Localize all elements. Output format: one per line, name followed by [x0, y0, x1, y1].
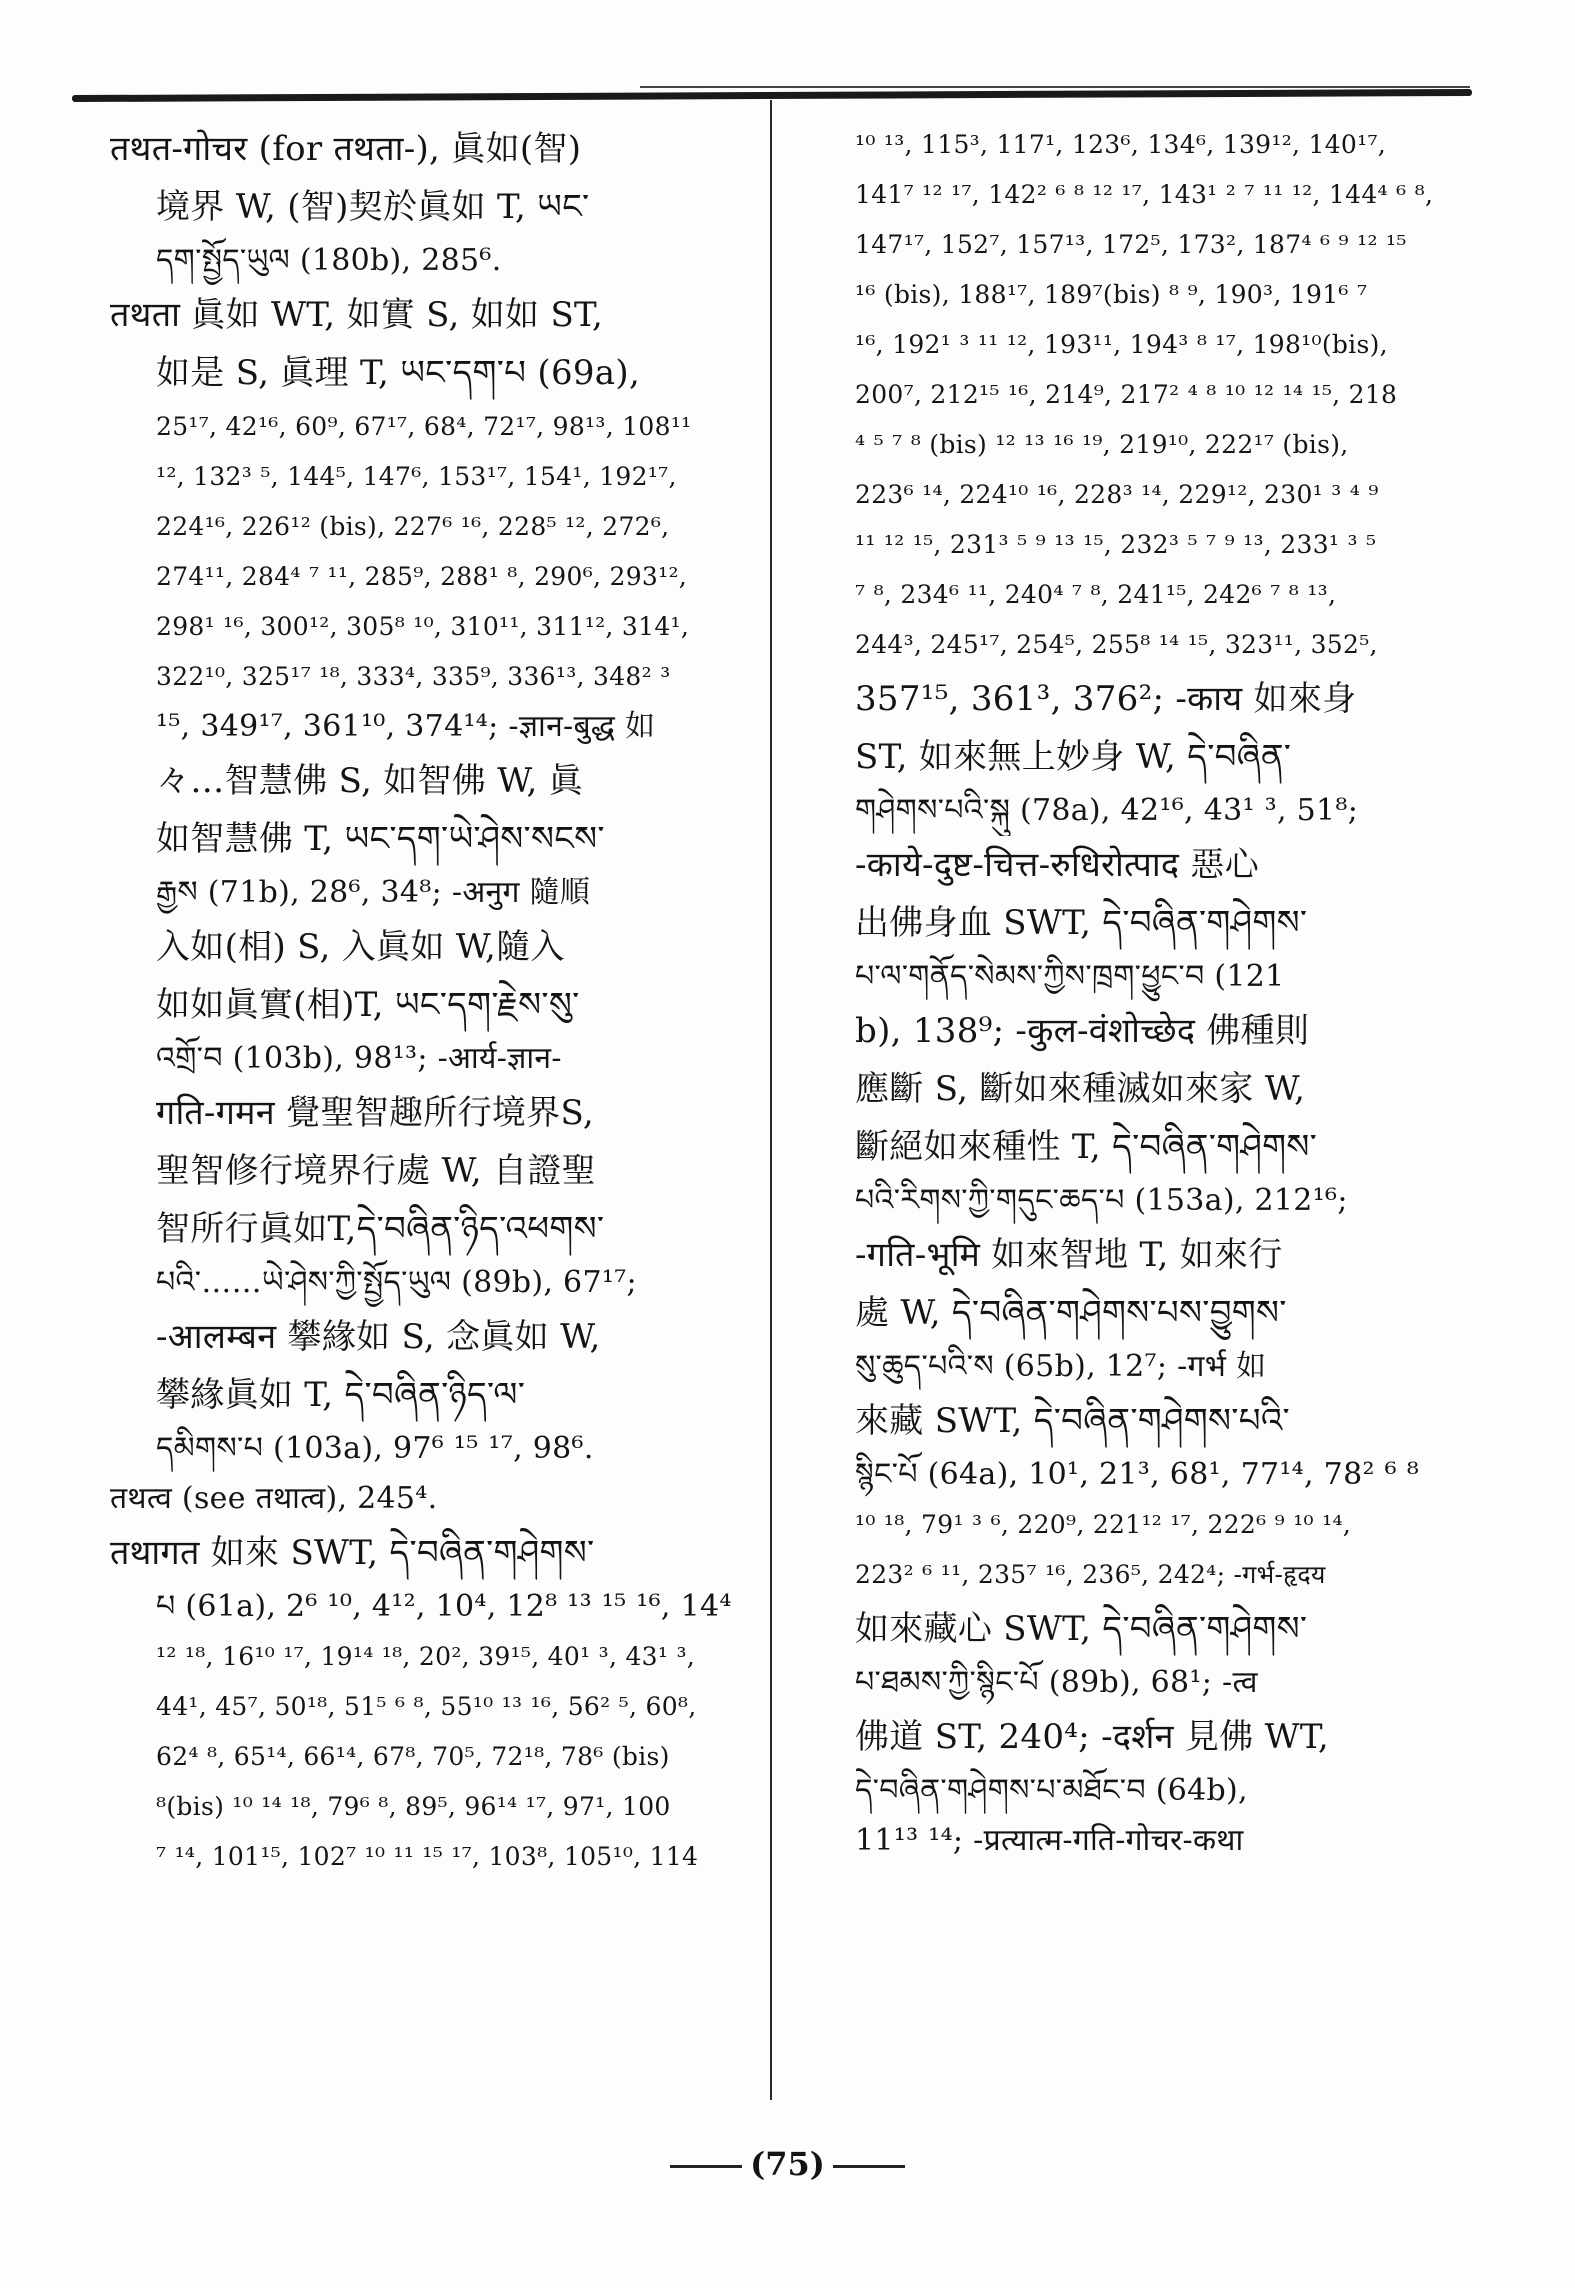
- left-column-line: 々…智慧佛 S, 如智佛 W, 眞: [156, 761, 584, 801]
- left-column-line: དག་སྤྱོད་ཡུལ (180b), 285⁶.: [156, 243, 502, 278]
- right-column-line: 應斷 S, 斷如來種滅如來家 W,: [855, 1069, 1306, 1109]
- left-column-line: དམིགས་པ (103a), 97⁶ ¹⁵ ¹⁷, 98⁶.: [156, 1431, 594, 1466]
- left-column-line: तथागत 如來 SWT, དེ་བཞིན་གཤེགས་: [110, 1533, 595, 1573]
- footer-dash-left: [670, 2165, 742, 2168]
- left-column-line: 274¹¹, 284⁴ ⁷ ¹¹, 285⁹, 288¹ ⁸, 290⁶, 293¹²,: [156, 562, 688, 591]
- page-footer: (75): [0, 2145, 1575, 2183]
- left-column-line: तथता 眞如 WT, 如實 S, 如如 ST,: [110, 295, 604, 335]
- right-column-line: 出佛身血 SWT, དེ་བཞིན་གཤེགས་: [855, 903, 1308, 943]
- left-column-line: 如智慧佛 T, ཡང་དག་ཡེ་ཤེས་སངས་: [156, 819, 605, 859]
- right-column-line: སྙིང་པོ (64a), 10¹, 21³, 68¹, 77¹⁴, 78² ⁶ ⁸: [855, 1457, 1420, 1492]
- right-column-line: པ་ཐམས་ཀྱི་སྙིང་པོ (89b), 68¹; -त्व: [855, 1665, 1258, 1700]
- left-column-line: 聖智修行境界行處 W, 自證聖: [156, 1151, 596, 1191]
- left-column-line: འགྲོ་བ (103b), 98¹³; -आर्य-ज्ञान-: [156, 1041, 562, 1076]
- top-rule-thin: [640, 86, 1470, 88]
- left-column-line: རྒྱས (71b), 28⁶, 34⁸; -अनुग 隨順: [156, 875, 591, 910]
- left-column-line: ¹² ¹⁸, 16¹⁰ ¹⁷, 19¹⁴ ¹⁸, 20², 39¹⁵, 40¹ ³, 43¹ ³,: [156, 1642, 696, 1671]
- left-column-line: 322¹⁰, 325¹⁷ ¹⁸, 333⁴, 335⁹, 336¹³, 348² ³: [156, 662, 671, 691]
- left-column-line: 298¹ ¹⁶, 300¹², 305⁸ ¹⁰, 310¹¹, 311¹², 314¹,: [156, 612, 690, 641]
- left-column-line: 如如眞實(相)T, ཡང་དག་རྗེས་སུ་: [156, 985, 580, 1025]
- right-column-line: ¹⁰ ¹³, 115³, 117¹, 123⁶, 134⁶, 139¹², 140¹⁷,: [855, 130, 1387, 159]
- right-column-line: དེ་བཞིན་གཤེགས་པ་མཐོང་བ (64b),: [855, 1773, 1248, 1808]
- right-column-line: ⁷ ⁸, 234⁶ ¹¹, 240⁴ ⁷ ⁸, 241¹⁵, 242⁶ ⁷ ⁸ ¹³,: [855, 580, 1337, 609]
- left-column-line: ⁷ ¹⁴, 101¹⁵, 102⁷ ¹⁰ ¹¹ ¹⁵ ¹⁷, 103⁸, 105¹⁰, 114: [156, 1842, 699, 1871]
- left-column-line: 62⁴ ⁸, 65¹⁴, 66¹⁴, 67⁸, 70⁵, 72¹⁸, 78⁶ (bis): [156, 1742, 670, 1771]
- right-column-line: -काये-दुष्ट-चित्त-रुधिरोत्पाद 惡心: [855, 845, 1259, 885]
- left-column-line: པ (61a), 2⁶ ¹⁰, 4¹², 10⁴, 12⁸ ¹³ ¹⁵ ¹⁶, 14⁴: [156, 1589, 732, 1624]
- right-column-line: 處 W, དེ་བཞིན་གཤེགས་པས་བྱུགས་: [855, 1293, 1287, 1333]
- right-column-line: ¹⁶ (bis), 188¹⁷, 189⁷(bis) ⁸ ⁹, 190³, 191⁶ ⁷: [855, 280, 1368, 309]
- top-rule: [72, 89, 1472, 102]
- right-column-line: 200⁷, 212¹⁵ ¹⁶, 214⁹, 217² ⁴ ⁸ ¹⁰ ¹² ¹⁴ ¹⁵, 218: [855, 380, 1398, 409]
- right-column-line: 佛道 ST, 240⁴; -दर्शन 見佛 WT,: [855, 1717, 1329, 1757]
- left-column-line: པའི་……ཡེ་ཤེས་ཀྱི་སྤྱོད་ཡུལ (89b), 67¹⁷;: [156, 1265, 637, 1300]
- right-column-line: ⁴ ⁵ ⁷ ⁸ (bis) ¹² ¹³ ¹⁶ ¹⁹, 219¹⁰, 222¹⁷ (bis),: [855, 430, 1349, 459]
- right-column-line: 來藏 SWT, དེ་བཞིན་གཤེགས་པའི་: [855, 1401, 1290, 1441]
- left-column-line: 224¹⁶, 226¹² (bis), 227⁶ ¹⁶, 228⁵ ¹², 272⁶,: [156, 512, 670, 541]
- right-column: [855, 120, 1495, 1866]
- left-column-line: -आलम्बन 攀緣如 S, 念眞如 W,: [156, 1317, 601, 1357]
- left-column-line: गति-गमन 覺聖智趣所行境界S,: [156, 1093, 594, 1133]
- left-column-line: 入如(相) S, 入眞如 W,隨入: [156, 927, 565, 967]
- left-column-line: ¹⁵, 349¹⁷, 361¹⁰, 374¹⁴; -ज्ञान-बुद्ध 如: [156, 709, 656, 744]
- left-column-line: 44¹, 45⁷, 50¹⁸, 51⁵ ⁶ ⁸, 55¹⁰ ¹³ ¹⁶, 56² ⁵, 60⁸,: [156, 1692, 697, 1721]
- right-column-line: 223⁶ ¹⁴, 224¹⁰ ¹⁶, 228³ ¹⁴, 229¹², 230¹ ³ ⁴ ⁹: [855, 480, 1379, 509]
- right-column-line: b), 138⁹; -कुल-वंशोच्छेद 佛種則: [855, 1011, 1310, 1051]
- right-column-line: 如來藏心 SWT, དེ་བཞིན་གཤེགས་: [855, 1609, 1308, 1649]
- right-column-line: པ་ལ་གནོད་སེམས་ཀྱིས་ཁྲག་ཕྱུང་བ (121: [855, 959, 1285, 994]
- left-column: [110, 120, 750, 1882]
- right-column-line: 141⁷ ¹² ¹⁷, 142² ⁶ ⁸ ¹² ¹⁷, 143¹ ² ⁷ ¹¹ ¹², 144⁴ ⁶ ⁸,: [855, 180, 1434, 209]
- right-column-line: 223² ⁶ ¹¹, 235⁷ ¹⁶, 236⁵, 242⁴; -गर्भ-हृदय: [855, 1560, 1326, 1589]
- right-column-line: ¹⁶, 192¹ ³ ¹¹ ¹², 193¹¹, 194³ ⁸ ¹⁷, 198¹⁰(bis),: [855, 330, 1388, 359]
- right-column-line: 11¹³ ¹⁴; -प्रत्यात्म-गति-गोचर-कथा: [855, 1823, 1244, 1858]
- right-column-line: ¹⁰ ¹⁸, 79¹ ³ ⁶, 220⁹, 221¹² ¹⁷, 222⁶ ⁹ ¹⁰ ¹⁴,: [855, 1510, 1352, 1539]
- column-divider: [770, 100, 772, 2100]
- footer-dash-right: [833, 2165, 905, 2168]
- right-column-line: 357¹⁵, 361³, 376²; -काय 如來身: [855, 679, 1357, 719]
- right-column-line: སུ་ཆུད་པའི་ས (65b), 12⁷; -गर्भ 如: [855, 1349, 1267, 1384]
- right-column-line: -गति-भूमि 如來智地 T, 如來行: [855, 1235, 1283, 1275]
- left-column-line: 智所行眞如T,དེ་བཞིན་ཉིད་འཕགས་: [156, 1209, 605, 1249]
- page-number: 75: [765, 2145, 810, 2183]
- left-column-line: 25¹⁷, 42¹⁶, 60⁹, 67¹⁷, 68⁴, 72¹⁷, 98¹³, 108¹¹: [156, 412, 692, 441]
- left-column-line: ⁸(bis) ¹⁰ ¹⁴ ¹⁸, 79⁶ ⁸, 89⁵, 96¹⁴ ¹⁷, 97¹, 100: [156, 1792, 671, 1821]
- left-column-line: 攀緣眞如 T, དེ་བཞིན་ཉིད་ལ་: [156, 1375, 526, 1415]
- right-column-line: གཤེགས་པའི་སྐུ (78a), 42¹⁶, 43¹ ³, 51⁸;: [855, 793, 1359, 828]
- left-column-line: 如是 S, 眞理 T, ཡང་དག་པ (69a),: [156, 353, 641, 393]
- right-column-line: པའི་རིགས་ཀྱི་གདུང་ཆད་པ (153a), 212¹⁶;: [855, 1183, 1348, 1218]
- right-column-line: ST, 如來無上妙身 W, དེ་བཞིན་: [855, 737, 1292, 777]
- left-column-line: 境界 W, (智)契於眞如 T, ཡང་: [156, 187, 590, 227]
- left-column-line: तथत्व (see तथात्व), 245⁴.: [110, 1481, 438, 1516]
- left-column-line: तथत-गोचर (for तथता-), 眞如(智): [110, 129, 582, 169]
- right-column-line: 244³, 245¹⁷, 254⁵, 255⁸ ¹⁴ ¹⁵, 323¹¹, 352⁵,: [855, 630, 1378, 659]
- left-column-line: ¹², 132³ ⁵, 144⁵, 147⁶, 153¹⁷, 154¹, 192¹⁷,: [156, 462, 677, 491]
- right-column-line: 147¹⁷, 152⁷, 157¹³, 172⁵, 173², 187⁴ ⁶ ⁹ ¹² ¹⁵: [855, 230, 1407, 259]
- right-column-line: 斷絕如來種性 T, དེ་བཞིན་གཤེགས་: [855, 1127, 1318, 1167]
- right-column-line: ¹¹ ¹² ¹⁵, 231³ ⁵ ⁹ ¹³ ¹⁵, 232³ ⁵ ⁷ ⁹ ¹³, 233¹ ³ ⁵: [855, 530, 1377, 559]
